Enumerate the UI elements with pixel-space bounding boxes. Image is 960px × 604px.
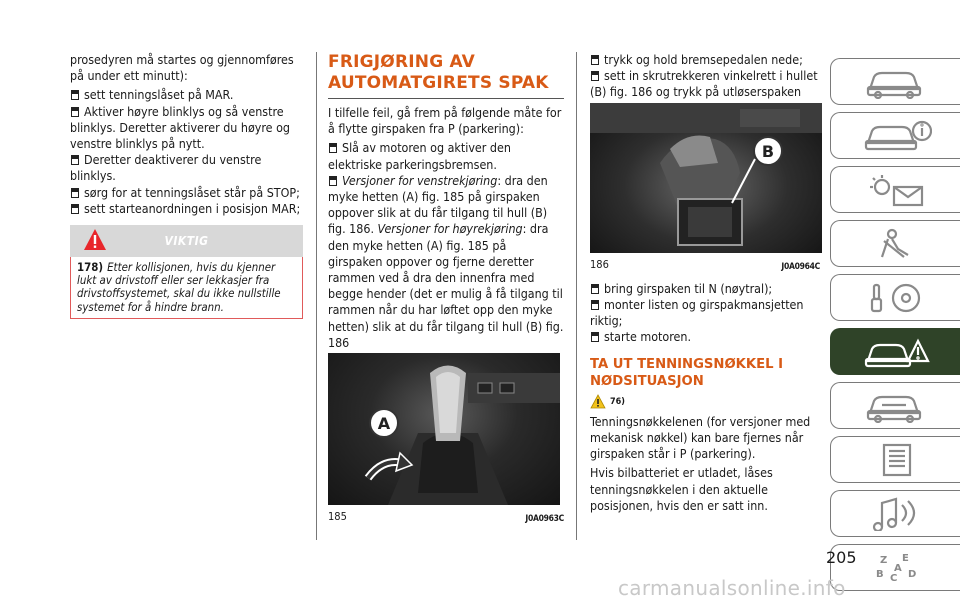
list-item: Deretter deaktiverer du venstre blinklys. — [70, 152, 262, 184]
checkbox-bullet-icon — [71, 155, 79, 165]
section-heading: FRIGJØRING AV AUTOMATGIRETS SPAK — [328, 52, 564, 99]
list-item: Versjoner for venstrekjøring: dra den myke hetten (A) fig. 185 på girspaken oppover slik at du får tilgang til hull (B) fig. 186. Versjoner for høyrekjøring: dra den myke hetten (A) fig. 185 på girspaken oppover og fjerne deretter rammen ved å dra den innenfra med begge hender (det er mulig å få tilgang til rammen når du har løftet opp den myke hetten) slik at du får tilgang til hull (B) fig. 186 — [328, 172, 564, 350]
paragraph: Hvis bilbatteriet er utladet, låses tenningsnøkkelen i den aktuelle posisjonen, hvis den er satt inn. — [590, 465, 773, 513]
warning-box — [70, 225, 303, 325]
column-divider — [576, 52, 577, 540]
multimedia-icon — [862, 497, 932, 531]
checkbox-bullet-icon — [591, 332, 599, 342]
warning-lights-icon — [862, 173, 932, 207]
tab-technical-data[interactable] — [830, 436, 960, 483]
maintenance-icon — [862, 389, 932, 423]
gear-lever-illustration-a — [328, 353, 560, 505]
column-1 — [70, 52, 305, 217]
paragraph: Tenningsnøkkelenen (for versjoner med mekanisk nøkkel) kan bare fjernes når girspaken står i P (parkering). — [590, 413, 811, 462]
list-item: sett in skrutrekkeren vinkelrett i hullet (B) fig. 186 og trykk på utløserspaken — [590, 68, 818, 100]
figure-186-photo — [590, 103, 822, 253]
list-item: sett starteanordningen i posisjon MAR; — [70, 201, 305, 217]
watermark: carmanualsonline.info — [618, 576, 846, 600]
warning-ref-number: 76) — [610, 396, 625, 407]
emergency-icon — [862, 335, 932, 369]
tab-car-overview[interactable] — [830, 58, 960, 105]
technical-data-icon — [862, 443, 932, 477]
figure-caption — [328, 509, 564, 527]
caution-triangle-icon — [590, 394, 606, 409]
list-item: trykk og hold bremsepedalen nede; — [590, 52, 820, 68]
tab-multimedia[interactable] — [830, 490, 960, 537]
checkbox-bullet-icon — [71, 90, 79, 100]
column-3 — [590, 52, 820, 517]
page-number: 205 — [826, 548, 857, 567]
list-item: monter listen og girspakmansjetten riktig; — [590, 297, 804, 329]
checkbox-bullet-icon — [591, 55, 599, 65]
tab-safety[interactable] — [830, 220, 960, 267]
list-item: sørg for at tenningslåset står på STOP; — [70, 185, 305, 201]
checkbox-bullet-icon — [591, 284, 599, 294]
checkbox-bullet-icon — [329, 176, 337, 186]
svg-text:E: E — [901, 552, 909, 564]
safety-icon — [862, 227, 932, 261]
checkbox-bullet-icon — [71, 107, 79, 117]
driving-icon — [862, 281, 932, 315]
svg-text:B: B — [875, 568, 884, 580]
gear-lever-illustration-b — [590, 103, 822, 253]
checkbox-bullet-icon — [591, 300, 599, 310]
checkbox-bullet-icon — [591, 71, 599, 81]
tab-driving[interactable] — [830, 274, 960, 321]
list-item: Slå av motoren og aktiver den elektriske parkeringsbremsen. — [328, 140, 511, 172]
column-2 — [328, 52, 564, 533]
warning-text: Etter kollisjonen, hvis du kjenner lukt av drivstoff eller ser lekkasjer fra drivstoffsystemet, skal du ikke nullstille systemet for å hindre brann. — [77, 260, 281, 314]
figure-number: 186 — [590, 257, 609, 271]
checkbox-bullet-icon — [71, 204, 79, 214]
column-divider — [316, 52, 317, 540]
intro-text: I tilfelle feil, gå frem på følgende måte for å flytte girspaken fra P (parkering): — [328, 105, 562, 137]
checkbox-bullet-icon — [71, 188, 79, 198]
list-item: Aktiver høyre blinklys og så venstre blinklys. Deretter aktiverer du høyre og venstre blinklys på nytt. — [70, 103, 290, 152]
warning-number: 178) — [77, 260, 104, 274]
svg-text:A: A — [893, 562, 902, 574]
warning-reference — [590, 394, 820, 410]
figure-number: 185 — [328, 510, 347, 524]
chapter-sidebar — [830, 58, 960, 598]
figure-code: J0A0964C — [781, 261, 820, 272]
index-icon — [862, 551, 932, 585]
figure-label-b: B — [761, 141, 775, 161]
car-info-icon — [862, 119, 932, 153]
svg-text:D: D — [907, 568, 916, 580]
checkbox-bullet-icon — [329, 143, 337, 153]
figure-code: J0A0963C — [525, 514, 564, 525]
tab-emergency[interactable] — [830, 328, 960, 375]
section-heading: TA UT TENNINGSNØKKEL I NØDSITUASJON — [590, 356, 784, 389]
tab-maintenance[interactable] — [830, 382, 960, 429]
figure-185-photo — [328, 353, 560, 505]
figure-label-a: A — [377, 414, 391, 434]
figure-caption — [590, 257, 820, 275]
svg-text:C: C — [889, 572, 897, 584]
list-item: bring girspaken til N (nøytral); — [590, 281, 820, 297]
warning-title: VIKTIG — [164, 234, 209, 248]
svg-text:Z: Z — [879, 554, 887, 566]
list-item: sett tenningslåset på MAR. — [70, 87, 305, 103]
intro-text: prosedyren må startes og gjennomføres på under ett minutt): — [70, 52, 294, 84]
tab-car-info[interactable] — [830, 112, 960, 159]
warning-header — [70, 225, 303, 257]
car-overview-icon — [862, 65, 932, 99]
list-item: starte motoren. — [590, 329, 820, 345]
warning-body — [70, 257, 303, 319]
tab-warning-lights[interactable] — [830, 166, 960, 213]
